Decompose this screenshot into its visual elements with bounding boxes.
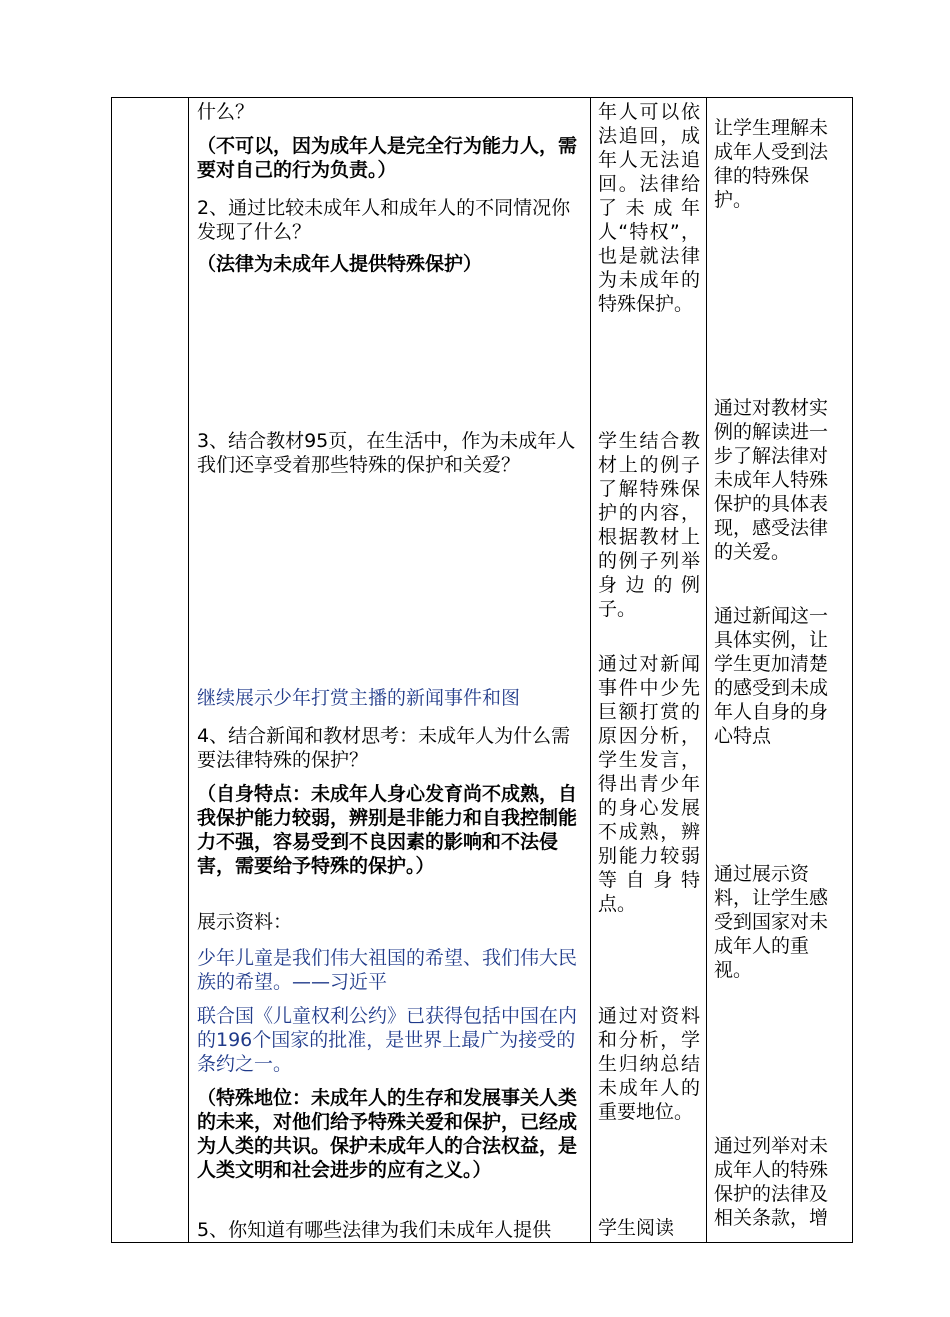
student-activity-2: 学生结合教材上的例子了解特殊保护的内容，根据教材上的例子列举身边的例子。 [598, 430, 700, 620]
design-intent-3: 通过新闻这一具体实例，让学生更加清楚的感受到未成年人自身的身心特点 [714, 605, 829, 747]
design-intent-2: 通过对教材实例的解读进一步了解法律对未成年人特殊保护的具体表现，感受法律的关爱。 [714, 397, 829, 563]
table-divider [590, 97, 591, 1243]
student-activity-4: 通过对资料和分析，学生归纳总结未成年人的重要地位。 [598, 1005, 700, 1123]
student-activity-5: 学生阅读 [598, 1217, 675, 1239]
answer-2: （法律为未成年人提供特殊保护） [197, 253, 483, 275]
news-intro: 继续展示少年打赏主播的新闻事件和图 [197, 687, 521, 709]
student-activity-3: 通过对新闻事件中少先巨额打赏的原因分析，学生发言，得出青少年的身心发展不成熟，辨别能力较弱等自身特点。 [598, 653, 700, 915]
material-label: 展示资料： [197, 911, 293, 933]
table-divider [706, 97, 707, 1243]
answer-4: （自身特点：未成年人身心发育尚不成熟，自我保护能力较弱，辨别是非能力和自我控制能力不强，容易受到不良因素的影响和不法侵害，需要给予特殊的保护。） [197, 783, 578, 877]
design-intent-1: 让学生理解未成年人受到法律的特殊保护。 [714, 117, 829, 211]
question-2: 2、通过比较未成年人和成年人的不同情况你发现了什么？ [197, 197, 571, 243]
un-convention-text: 联合国《儿童权利公约》已获得包括中国在内的196个国家的批准，是世界上最广为接受的条约之一。 [197, 1005, 578, 1075]
question-3: 3、结合教材95页，在生活中，作为未成年人我们还享受着那些特殊的保护和关爱？ [197, 430, 576, 476]
question-1-tail: 什么？ [197, 101, 255, 123]
question-5: 5、你知道有哪些法律为我们未成年人提供 [197, 1219, 552, 1241]
answer-1: （不可以，因为成年人是完全行为能力人，需要对自己的行为负责。） [197, 135, 578, 181]
design-intent-4: 通过展示资料，让学生感受到国家对未成年人的重视。 [714, 863, 829, 981]
xi-quote: 少年儿童是我们伟大祖国的希望、我们伟大民族的希望。——习近平 [197, 947, 578, 993]
answer-5: （特殊地位：未成年人的生存和发展事关人类的未来，对他们给予特殊关爱和保护，已经成为人类的共识。保护未成年人的合法权益，是人类文明和社会进步的应有之义。） [197, 1087, 578, 1181]
table-divider [188, 97, 189, 1243]
question-4: 4、结合新闻和教材思考：未成年人为什么需要法律特殊的保护？ [197, 725, 571, 771]
design-intent-5: 通过列举对未成年人的特殊保护的法律及相关条款，增 [714, 1135, 829, 1229]
student-activity-1: 年人可以依法追回，成年人无法追回。法律给了未成年人“特权”，也是就法律为未成年的特殊保护。 [598, 101, 700, 315]
